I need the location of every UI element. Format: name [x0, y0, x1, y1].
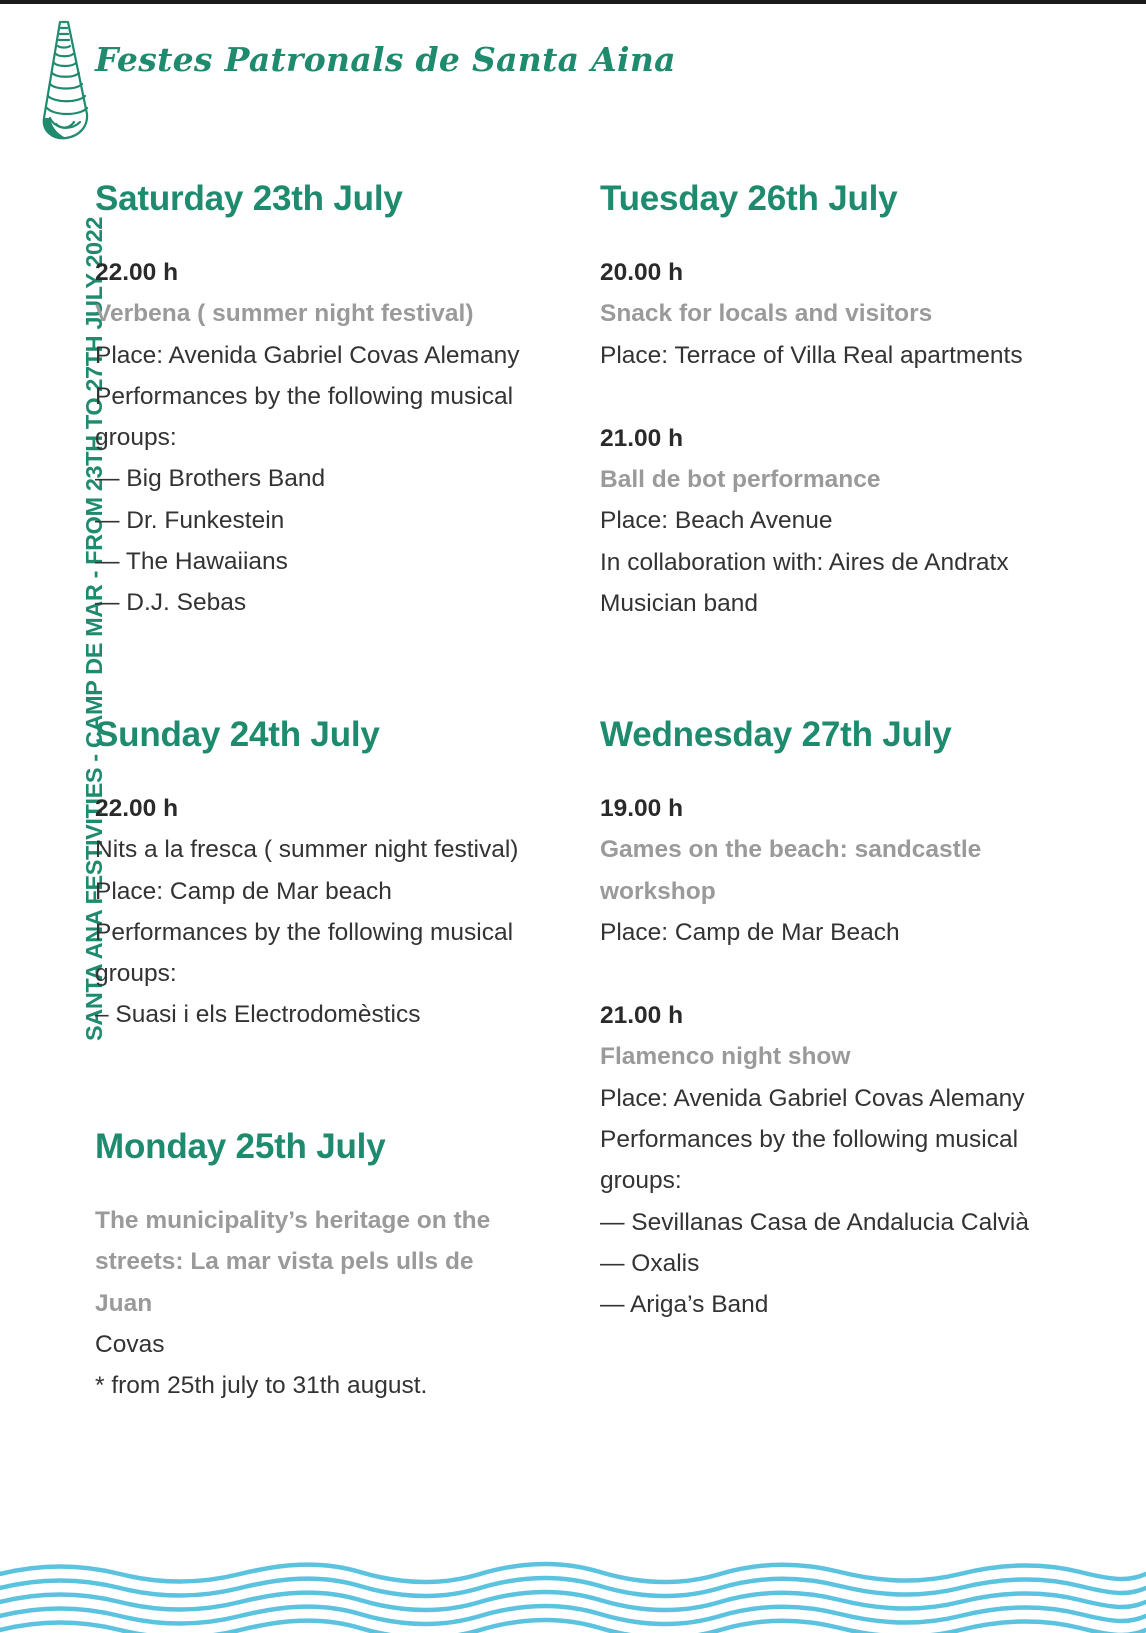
event-title: Verbena ( summer night festival): [95, 300, 474, 328]
event-place: Place: Terrace of Villa Real apartments: [600, 341, 1023, 369]
event-desc: groups:: [95, 424, 177, 452]
event-time: 20.00 h: [600, 259, 684, 286]
group-item: — Sevillanas Casa de Andalucia Calvià: [600, 1208, 1029, 1236]
event-time: 19.00 h: [600, 795, 684, 822]
top-border: [0, 0, 1146, 4]
group-item: — Ariga’s Band: [600, 1291, 769, 1319]
event-desc: groups:: [600, 1167, 682, 1195]
event: [600, 418, 1070, 624]
group-item: — Oxalis: [600, 1249, 700, 1277]
event: [95, 1200, 565, 1406]
event-note: * from 25th july to 31th august.: [95, 1372, 428, 1400]
event-time: 21.00 h: [600, 424, 684, 452]
event-title: Nits a la fresca ( summer night festival): [95, 836, 519, 864]
event-title: Flamenco night show: [600, 1043, 851, 1071]
event-title: Ball de bot performance: [600, 466, 881, 494]
event-desc: groups:: [95, 960, 177, 988]
event-place: Place: Camp de Mar Beach: [600, 918, 900, 946]
group-item: — The Hawaiians: [95, 548, 288, 576]
event-place: Place: Avenida Gabriel Covas Alemany: [600, 1084, 1025, 1112]
day-title: Monday 25th July: [95, 1127, 386, 1166]
day-title: Tuesday 26th July: [600, 179, 898, 218]
group-item: — Dr. Funkestein: [95, 506, 285, 534]
event-title: Games on the beach: sandcastle workshop: [600, 836, 982, 905]
event-desc: Performances by the following musical: [95, 382, 514, 410]
day-title: Saturday 23th July: [95, 179, 403, 218]
day-monday: [95, 1126, 565, 1448]
day-title: Wednesday 27th July: [600, 715, 952, 754]
group-item: – Suasi i els Electrodomèstics: [95, 1001, 421, 1029]
event-time: 22.00 h: [95, 795, 179, 822]
brand-title: Festes Patronals de Santa Aina: [95, 40, 676, 79]
event-title: The municipality’s heritage on the streets: La mar vista pels ulls de Juan: [95, 1207, 491, 1317]
event: [600, 252, 1070, 376]
day-wednesday: [600, 714, 1070, 1368]
event: [600, 788, 1070, 953]
group-item: — D.J. Sebas: [95, 589, 247, 617]
event-desc: Musician band: [600, 590, 758, 618]
seashell-icon: [40, 18, 92, 142]
event-place: Place: Camp de Mar beach: [95, 877, 392, 905]
event-title: Snack for locals and visitors: [600, 300, 933, 328]
event: [95, 788, 565, 1036]
side-caption: SANTA ANA FESTIVITIES - CAMP DE MAR - FROM 23TH TO 27TH JULY 2022: [81, 216, 107, 1041]
event-time: 21.00 h: [600, 1002, 684, 1030]
event: [600, 995, 1070, 1325]
event-desc: Performances by the following musical: [95, 918, 514, 946]
event: [95, 252, 565, 624]
event-desc: In collaboration with: Aires de Andratx: [600, 548, 1009, 576]
event-place: Place: Avenida Gabriel Covas Alemany: [95, 341, 520, 369]
event-extra: Covas: [95, 1330, 165, 1358]
event-desc: Performances by the following musical: [600, 1126, 1019, 1154]
day-title: Sunday 24th July: [95, 715, 380, 754]
day-sunday: [95, 714, 565, 1078]
event-place: Place: Beach Avenue: [600, 507, 833, 535]
event-time: 22.00 h: [95, 259, 179, 286]
waves-pattern: [0, 1560, 1146, 1633]
day-saturday: [95, 178, 565, 666]
group-item: — Big Brothers Band: [95, 465, 326, 493]
day-tuesday: [600, 178, 1070, 666]
